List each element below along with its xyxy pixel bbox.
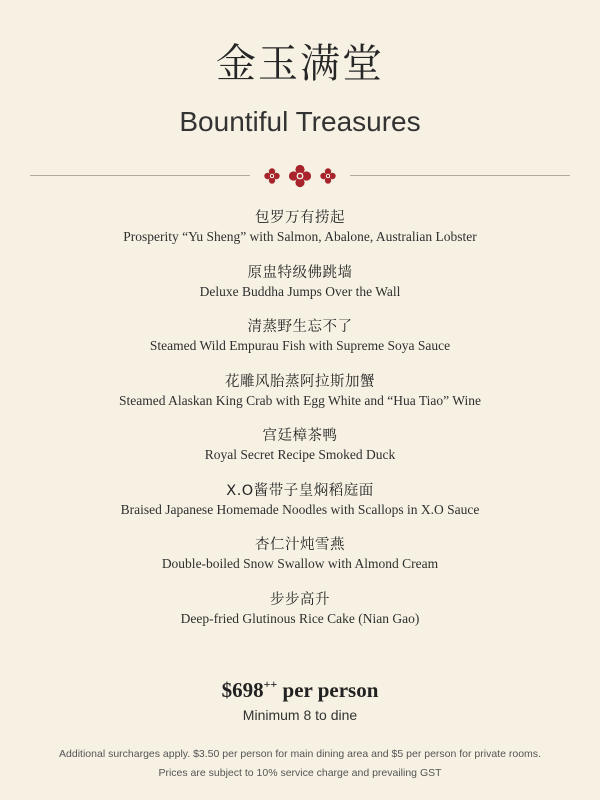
dish-item	[0, 590, 600, 645]
minimum-diners: Minimum 8 to dine	[242, 707, 358, 723]
dish-name-english: Double-boiled Snow Swallow with Almond Cream	[161, 556, 439, 571]
dish-name-english: Prosperity “Yu Sheng” with Salmon, Abalone, Australian Lobster	[123, 229, 477, 244]
divider-line-left	[30, 175, 250, 176]
dish-name-english: Deluxe Buddha Jumps Over the Wall	[199, 283, 401, 299]
dish-item	[0, 426, 600, 481]
dish-name-chinese: 宫廷樟茶鸭	[262, 428, 338, 444]
dish-name-english: Braised Japanese Homemade Noodles with Scallops in X.O Sauce	[120, 501, 480, 517]
divider-line-right	[350, 175, 570, 176]
surcharge-note: Additional surcharges apply. $3.50 per person for main dining area and $5 per person for private rooms.	[59, 748, 541, 760]
price-amount: $698	[221, 678, 264, 702]
dish-name-chinese: X.O酱带子皇焖稻庭面	[226, 482, 374, 499]
menu-title-english: Bountiful Treasures	[179, 106, 421, 137]
dish-name-english: Deep-fried Glutinous Rice Cake (Nian Gao)	[180, 610, 420, 626]
dish-name-english: Royal Secret Recipe Smoked Duck	[204, 447, 396, 462]
dish-name-chinese: 原盅特级佛跳墙	[247, 264, 353, 281]
dish-name-chinese: 包罗万有捞起	[255, 210, 345, 226]
price-line	[0, 676, 600, 704]
dish-item	[0, 535, 600, 590]
dish-item	[0, 317, 600, 372]
dish-name-english: Steamed Alaskan King Crab with Egg White and “Hua Tiao” Wine	[119, 392, 481, 408]
menu-title-chinese: 金玉满堂	[216, 41, 384, 87]
price-unit: per person	[277, 678, 379, 702]
dish-item	[0, 263, 600, 318]
dish-item	[0, 481, 600, 536]
price-superscript: ++	[263, 677, 278, 691]
dish-list	[0, 208, 600, 644]
dish-item	[0, 372, 600, 427]
dish-item	[0, 208, 600, 263]
floral-ornament-icon	[258, 164, 342, 188]
dish-name-english: Steamed Wild Empurau Fish with Supreme Soya Sauce	[149, 338, 451, 353]
gst-note: Prices are subject to 10% service charge and prevailing GST	[158, 767, 442, 779]
ornamental-divider	[30, 164, 570, 188]
dish-name-chinese: 花雕风胎蒸阿拉斯加蟹	[225, 373, 375, 390]
dish-name-chinese: 杏仁汁炖雪燕	[255, 537, 345, 553]
dish-name-chinese: 步步高升	[270, 591, 330, 608]
dish-name-chinese: 清蒸野生忘不了	[247, 319, 353, 335]
